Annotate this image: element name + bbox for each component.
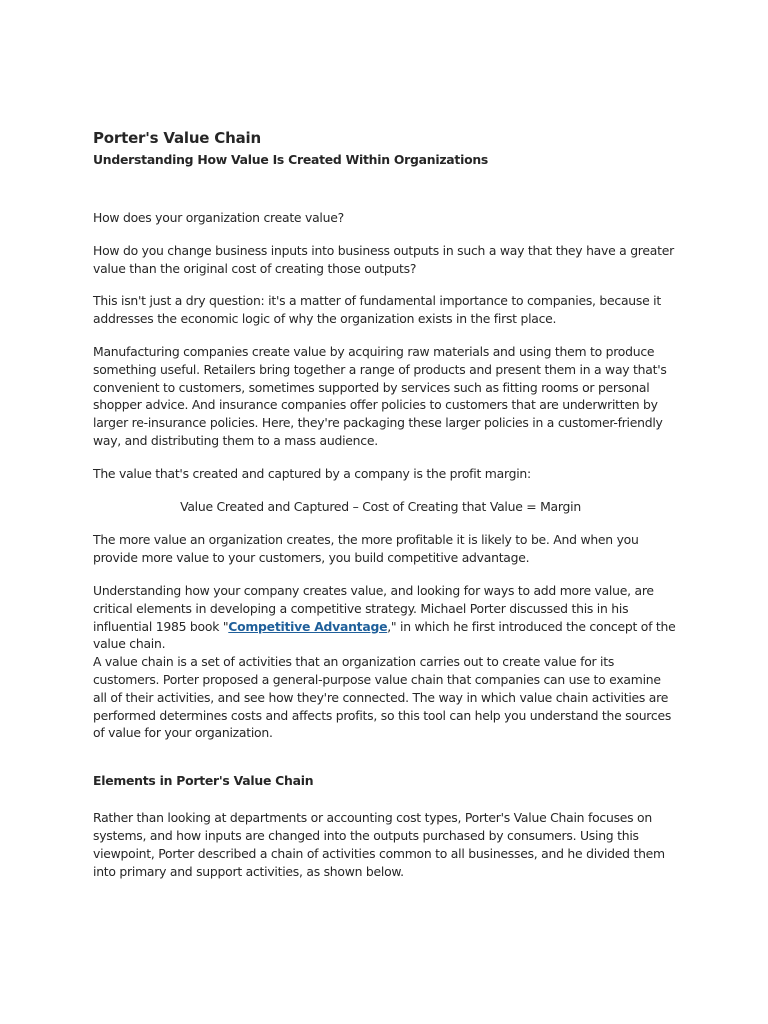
paragraph-examples: Manufacturing companies create value by acquiring raw materials and using them to produce something useful. Retailers bring together a range of products and present them in a way that's convenient to customers, sometimes supported by services such as fitting rooms or personal shopper advice. And insurance companies offer policies to customers that are underwritten by larger re-insurance policies. Here, they're packaging these larger policies in a customer-friendly way, and distributing them to a mass audience.	[93, 343, 667, 448]
paragraph-question: How does your organization create value?	[93, 210, 344, 225]
section-heading: Elements in Porter's Value Chain	[93, 773, 314, 789]
paragraph-elements: Rather than looking at departments or accounting cost types, Porter's Value Chain focuses on systems, and how inputs are changed into the outputs purchased by consumers. Using this viewpoint, Porter described a chain of activities common to all businesses, and he divided them into primary and support activities, as shown below.	[93, 810, 665, 879]
paragraph-dry-question: This isn't just a dry question: it's a matter of fundamental importance to companies, because it addresses the economic logic of why the organization exists in the first place.	[93, 293, 661, 327]
document-title: Porter's Value Chain	[93, 129, 261, 147]
paragraph-value-chain-definition: A value chain is a set of activities that an organization carries out to create value for its customers. Porter proposed a general-purpose value chain that companies can use to examine all of their activities, and see how they're connected. The way in which value chain activities are performed determines costs and affects profits, so this tool can help you understand the sources of value for your organization.	[93, 654, 672, 741]
paragraph-inputs-outputs: How do you change business inputs into business outputs in such a way that they have a greater value than the original cost of creating those outputs?	[93, 242, 674, 276]
paragraph-more-value: The more value an organization creates, the more profitable it is likely to be. And when you provide more value to your customers, you build competitive advantage.	[93, 532, 639, 566]
paragraph-profit-margin: The value that's created and captured by a company is the profit margin:	[93, 465, 531, 481]
paragraph-text-after-link: ," in which he first introduced the concept of the value chain.	[93, 618, 676, 652]
paragraph-competitive-strategy	[93, 582, 678, 653]
document-subtitle: Understanding How Value Is Created Within Organizations	[93, 152, 489, 167]
document-page	[93, 128, 678, 895]
paragraph-text-before-link: Understanding how your company creates value, and looking for ways to add more value, are critical elements in developing a competitive strategy. Michael Porter discussed this in his influential 1985 book "	[93, 582, 654, 634]
margin-formula: Value Created and Captured – Cost of Creating that Value = Margin	[180, 498, 581, 514]
competitive-advantage-link[interactable]: Competitive Advantage	[228, 618, 388, 634]
